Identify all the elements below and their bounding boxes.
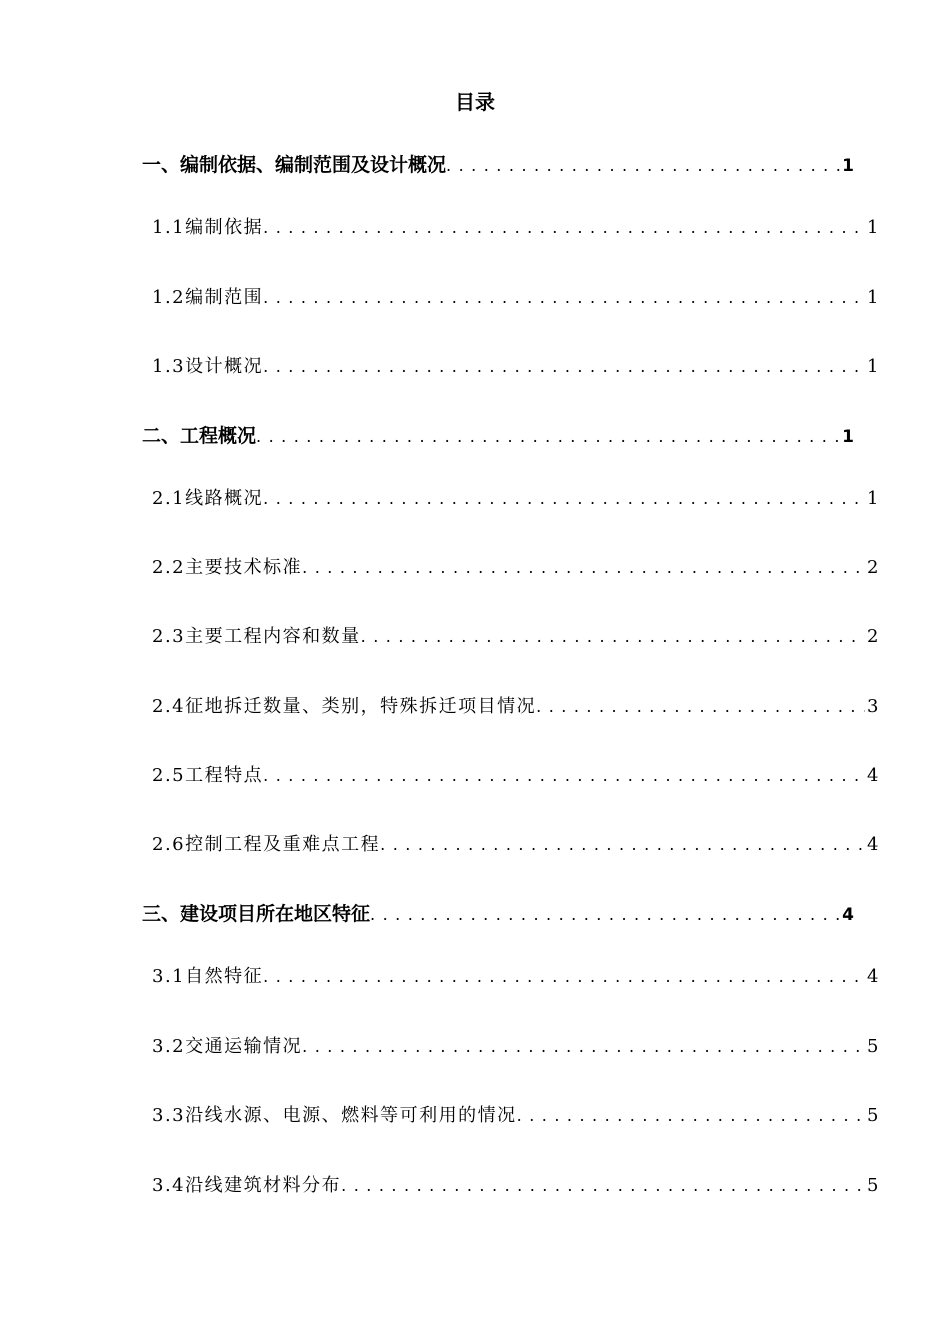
toc-dot-leader [263,213,865,243]
toc-dot-leader [263,484,865,514]
toc-entry-page-number: 1 [867,488,880,509]
toc-entry-label: 3.1自然特征 [152,966,264,987]
toc-entry-page-number: 5 [867,1175,880,1196]
toc-dot-leader [302,1032,865,1062]
toc-entry-label: 1.3设计概况 [152,356,264,377]
toc-entry-page-number: 4 [867,834,880,855]
toc-entry-page-number: 1 [867,287,880,308]
toc-entry-page-number: 4 [842,905,854,925]
toc-dot-leader [263,761,865,791]
toc-entry-label: 二、工程概况 [142,425,257,447]
toc-entry-label: 三、建设项目所在地区特征 [142,903,371,925]
toc-entry-page-number: 4 [867,765,880,786]
toc-dot-leader [370,900,840,930]
toc-entry-label: 一、编制依据、编制范围及设计概况 [142,154,447,176]
toc-entry-page-number: 1 [842,156,854,176]
toc-entry-chapter[interactable] [142,899,854,929]
toc-dot-leader [263,283,865,313]
toc-entry-label: 1.2编制范围 [152,287,264,308]
toc-entry-label: 2.5工程特点 [152,765,264,786]
toc-dot-leader [302,553,865,583]
toc-entry-page-number: 1 [842,427,854,447]
toc-entry-label: 3.2交通运输情况 [152,1036,303,1057]
toc-entry-section[interactable] [152,830,880,860]
toc-entry-chapter[interactable] [142,150,854,180]
toc-entry-section[interactable] [152,962,880,992]
toc-entry-section[interactable] [152,761,880,791]
toc-entry-section[interactable] [152,692,880,722]
toc-dot-leader [446,151,840,181]
toc-entry-page-number: 1 [867,217,880,238]
toc-dot-leader [263,962,865,992]
toc-entry-label: 2.6控制工程及重难点工程 [152,834,381,855]
toc-entry-page-number: 3 [867,696,880,717]
toc-dot-leader [361,622,865,652]
toc-dot-leader [341,1171,865,1201]
toc-dot-leader [256,422,840,452]
toc-entry-page-number: 1 [867,356,880,377]
toc-entry-section[interactable] [152,213,880,243]
toc-entry-page-number: 5 [867,1105,880,1126]
toc-entry-label: 2.1线路概况 [152,488,264,509]
toc-entry-section[interactable] [152,622,880,652]
toc-entry-label: 2.2主要技术标准 [152,557,303,578]
toc-entry-label: 1.1编制依据 [152,217,264,238]
toc-entry-page-number: 2 [867,626,880,647]
toc-entry-section[interactable] [152,1171,880,1201]
toc-entry-label: 2.4征地拆迁数量、类别，特殊拆迁项目情况 [152,696,537,717]
toc-entry-section[interactable] [152,553,880,583]
toc-title: 目录 [455,90,495,114]
toc-entry-page-number: 5 [867,1036,880,1057]
toc-entry-section[interactable] [152,283,880,313]
toc-entry-section[interactable] [152,1101,880,1131]
toc-entry-chapter[interactable] [142,421,854,451]
toc-entry-section[interactable] [152,352,880,382]
toc-entry-label: 3.4沿线建筑材料分布 [152,1175,342,1196]
toc-entry-page-number: 4 [867,966,880,987]
toc-entry-page-number: 2 [867,557,880,578]
toc-entry-label: 3.3沿线水源、电源、燃料等可利用的情况 [152,1105,517,1126]
toc-dot-leader [263,352,865,382]
toc-entry-label: 2.3主要工程内容和数量 [152,626,361,647]
toc-entry-section[interactable] [152,1032,880,1062]
toc-dot-leader [536,692,865,722]
toc-entry-section[interactable] [152,484,880,514]
toc-dot-leader [380,830,865,860]
toc-dot-leader [517,1101,865,1131]
